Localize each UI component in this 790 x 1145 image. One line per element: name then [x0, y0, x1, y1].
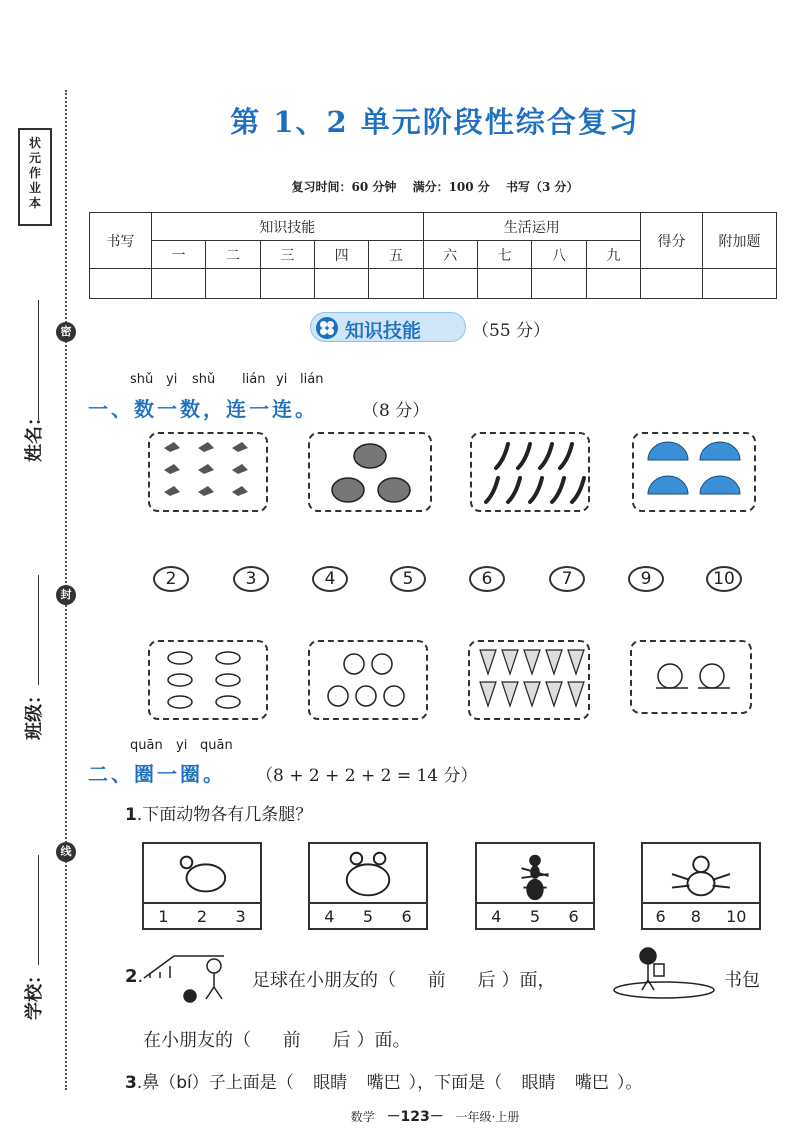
- col-header: 二: [206, 241, 260, 269]
- page-footer: [90, 1106, 780, 1126]
- animal-card-frog: [308, 842, 428, 930]
- score-cell[interactable]: [260, 269, 314, 299]
- school-write-line[interactable]: [38, 855, 39, 965]
- leg-option[interactable]: 10: [726, 906, 747, 926]
- seal-mark: 封: [56, 585, 76, 605]
- score-cell[interactable]: [152, 269, 206, 299]
- footer-page-number: －123－: [386, 1109, 444, 1125]
- q2-sub2-line1: 2.: [125, 966, 144, 987]
- leg-option[interactable]: 3: [235, 906, 246, 926]
- score-cell[interactable]: [423, 269, 477, 299]
- seal-mark: 密: [56, 322, 76, 342]
- choice-mouth[interactable]: 嘴巴: [366, 1073, 401, 1093]
- pepper-group-icon: [472, 434, 588, 510]
- score-cell[interactable]: [641, 269, 703, 299]
- score-cell[interactable]: [703, 269, 777, 299]
- col-header: 三: [260, 241, 314, 269]
- sub2-b: ）面，: [501, 970, 556, 991]
- pinyin: quān: [130, 738, 163, 753]
- box-fish[interactable]: [148, 640, 268, 720]
- snail-group-icon: [632, 642, 750, 712]
- badge-char: 业: [28, 181, 41, 195]
- box-ice-creams[interactable]: [468, 640, 590, 720]
- seal-mark: 线: [56, 842, 76, 862]
- leg-option[interactable]: 5: [362, 906, 374, 926]
- animal-card-ant: [475, 842, 595, 930]
- box-birds[interactable]: [148, 432, 268, 512]
- exam-writing-score: 书写（3 分）: [505, 180, 579, 194]
- badge-char: 作: [28, 166, 41, 180]
- section-knowledge-pill: [310, 312, 466, 342]
- choice-eyes[interactable]: 眼睛: [521, 1073, 556, 1093]
- schoolbag-kid-icon: [608, 944, 718, 1000]
- number-oval[interactable]: 6: [469, 566, 505, 592]
- leg-option[interactable]: 6: [401, 906, 412, 926]
- spider-icon: [643, 844, 759, 906]
- score-cell[interactable]: [206, 269, 260, 299]
- badge-char: 本: [28, 196, 41, 210]
- q2-score: （8 + 2 + 2 + 2 = 14 分）: [256, 766, 478, 786]
- col-header: 八: [532, 241, 586, 269]
- q2-sub3: [125, 1068, 642, 1093]
- footer-grade: 一年级·上册: [455, 1110, 520, 1124]
- exam-meta: [90, 178, 780, 195]
- choice-back[interactable]: 后: [477, 970, 496, 991]
- score-cell[interactable]: [586, 269, 640, 299]
- badge-char: 状: [28, 136, 41, 150]
- pinyin: yi: [276, 372, 288, 387]
- clover-icon: [316, 317, 338, 339]
- ice-cream-group-icon: [470, 642, 588, 718]
- box-snails[interactable]: [630, 640, 752, 714]
- leg-option[interactable]: 1: [158, 906, 169, 926]
- class-write-line[interactable]: [38, 575, 39, 685]
- animal-card-spider: [641, 842, 761, 930]
- section-knowledge-score: （55 分）: [472, 321, 551, 341]
- sub2-d: 在小朋友的（: [143, 1030, 251, 1051]
- choice-mouth[interactable]: 嘴巴: [574, 1073, 609, 1093]
- sub3-c: ）。: [616, 1073, 643, 1093]
- soccer-kid-icon: [140, 948, 240, 1004]
- score-header: 得分: [641, 213, 703, 269]
- number-oval[interactable]: 7: [549, 566, 585, 592]
- name-write-line[interactable]: [38, 300, 39, 420]
- frog-icon: [310, 844, 426, 906]
- leg-option[interactable]: 5: [529, 906, 541, 926]
- ant-icon: [477, 844, 593, 906]
- q2-sub2-line2: [143, 1026, 410, 1052]
- group-knowledge-header: 知识技能: [152, 213, 424, 241]
- score-cell[interactable]: [90, 269, 152, 299]
- q2-sub1: [125, 800, 312, 825]
- pinyin: shǔ: [192, 372, 216, 387]
- watermelon-group-icon: [310, 434, 430, 510]
- leg-option[interactable]: 6: [568, 906, 579, 926]
- pinyin: yi: [166, 372, 178, 387]
- sub3-b: ），下面是（: [408, 1073, 503, 1093]
- leg-option[interactable]: 8: [690, 906, 701, 926]
- sub2-a: 足球在小朋友的（: [252, 970, 396, 991]
- score-cell[interactable]: [477, 269, 531, 299]
- leg-option[interactable]: 2: [196, 906, 208, 926]
- col-header: 五: [369, 241, 423, 269]
- box-peppers[interactable]: [470, 432, 590, 512]
- section-knowledge-label: 知识技能: [345, 320, 422, 342]
- pinyin: quān: [200, 738, 233, 753]
- number-oval[interactable]: 2: [153, 566, 189, 592]
- exam-full-score: 满分：100 分: [412, 180, 490, 194]
- choice-eyes[interactable]: 眼睛: [313, 1073, 348, 1093]
- col-header: 九: [586, 241, 640, 269]
- pinyin: lián: [242, 372, 266, 387]
- exam-time: 复习时间：60 分钟: [291, 180, 397, 194]
- badge-char: 元: [28, 151, 41, 165]
- leg-option[interactable]: 6: [655, 906, 666, 926]
- chicken-icon: [144, 844, 260, 906]
- score-table: [89, 212, 777, 299]
- title-row: [90, 100, 780, 141]
- class-label: 班级：: [24, 686, 45, 740]
- pinyin: shǔ: [130, 372, 154, 387]
- number-oval[interactable]: 5: [390, 566, 426, 592]
- col-header: 六: [423, 241, 477, 269]
- apple-group-icon: [310, 642, 426, 718]
- bird-group-icon: [150, 434, 266, 510]
- leg-option[interactable]: 4: [491, 906, 502, 926]
- writing-header: 书写: [90, 213, 152, 269]
- pinyin: yi: [176, 738, 188, 753]
- number-oval[interactable]: 9: [628, 566, 664, 592]
- school-label: 学校：: [24, 966, 45, 1020]
- sub-number: 2: [125, 966, 138, 987]
- sub-number: 1: [125, 805, 137, 825]
- name-label: 姓名：: [24, 408, 45, 462]
- q2-sub2-text: [252, 966, 555, 992]
- peacock-group-icon: [634, 434, 754, 510]
- box-watermelons[interactable]: [308, 432, 432, 512]
- number-oval[interactable]: 4: [312, 566, 348, 592]
- sub-number: 3: [125, 1073, 137, 1093]
- number-oval[interactable]: 3: [233, 566, 269, 592]
- number-oval[interactable]: 10: [706, 566, 742, 592]
- leg-option[interactable]: 4: [324, 906, 335, 926]
- pinyin: lián: [300, 372, 324, 387]
- sub2-bag: 书包: [724, 970, 760, 991]
- box-apples[interactable]: [308, 640, 428, 720]
- footer-subject: 数学: [350, 1110, 375, 1124]
- brand-badge: [18, 128, 52, 226]
- score-cell[interactable]: [314, 269, 368, 299]
- choice-back[interactable]: 后: [332, 1030, 351, 1051]
- col-header: 一: [152, 241, 206, 269]
- choice-front[interactable]: 前: [282, 1030, 301, 1051]
- fish-group-icon: [150, 642, 266, 718]
- col-header: 七: [477, 241, 531, 269]
- sub2-e: ）面。: [356, 1030, 411, 1051]
- extra-header: 附加题: [703, 213, 777, 269]
- animal-card-chicken: [142, 842, 262, 930]
- group-life-header: 生活运用: [423, 213, 640, 241]
- sub1-text: .下面动物各有几条腿？: [136, 805, 313, 825]
- score-cell[interactable]: [369, 269, 423, 299]
- page-title: 第 1、2 单元阶段性综合复习: [230, 105, 640, 139]
- sub3-a: .鼻（bí）子上面是（: [136, 1073, 294, 1093]
- q1-score: （8 分）: [362, 401, 430, 421]
- choice-front[interactable]: 前: [427, 970, 446, 991]
- score-cell[interactable]: [532, 269, 586, 299]
- box-peacocks[interactable]: [632, 432, 756, 512]
- q1-title: 一、数一数，连一连。: [88, 397, 318, 421]
- col-header: 四: [314, 241, 368, 269]
- q2-title: 二、圈一圈。: [88, 762, 226, 786]
